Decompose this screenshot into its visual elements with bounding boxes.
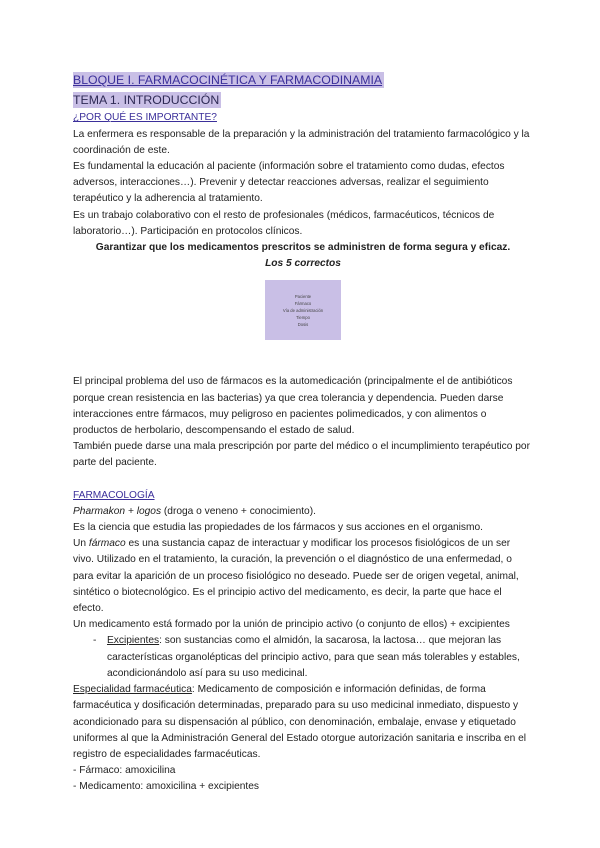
guarantee-statement: Garantizar que los medicamentos prescritos se administren de forma segura y eficaz. [95, 242, 511, 254]
five-rights-item: Dosis [297, 321, 309, 327]
paragraph: Es la ciencia que estudia las propiedades de los fármacos y sus acciones en el organismo. [73, 522, 483, 534]
paragraph: El principal problema del uso de fármacos es la automedicación (principalmente el de antibióticos porque crean resistencia en las bacterias) ya que crea tolerancia y dependencia. Pueden darse interacciones entre fármacos, muy peligroso en pacientes polimedicados, y con alimentos o productos de herbolario, descompensando el estado de salud. [73, 376, 513, 437]
example-medicine: - Medicamento: amoxicilina + excipientes [73, 781, 260, 793]
paragraph [73, 536, 533, 617]
list-item [93, 633, 533, 682]
document-page [73, 70, 533, 796]
five-rights-item: Fármaco [294, 300, 312, 306]
five-rights-item: Vía de administración [282, 307, 324, 313]
text-run: es una sustancia capaz de interactuar y modificar los procesos fisiológicos de un ser vivo. Utilizado en el tratamiento, la curación, la prevención o el diagnóstico de una enfermedad, o para evitar la aparición de un proceso fisiológico no deseado. Puede ser de origen vegetal, animal, sintético o biotecnológico. Es el principio activo del medicamento, es decir, la parte que hace el efecto. [73, 538, 519, 615]
five-rights-box [265, 280, 341, 340]
etymology-meaning: (droga o veneno + conocimiento). [161, 505, 316, 517]
paragraph: La enfermera es responsable de la preparación y la administración del tratamiento farmacológico y la coordinación de este. [73, 128, 530, 156]
paragraph: Un medicamento está formado por la unión de principio activo (o conjunto de ellos) + excipientes [73, 619, 510, 631]
specialty-definition: : Medicamento de composición e información definidas, de forma farmacéutica y dosificación determinadas, preparado para su uso medicinal inmediato, dispuesto y acondicionado para su dispensación al público, con denominación, embalaje, envase y etiquetado uniformes al que la Administración General del Estado otorgue autorización sanitaria e inscriba en el registro de especialidades farmacéuticas. [73, 684, 527, 760]
section-heading-why: ¿POR QUÉ ES IMPORTANTE? [73, 112, 217, 124]
text-run: Un [73, 538, 89, 550]
five-rights-title: Los 5 correctos [265, 258, 341, 270]
specialty-term: Especialidad farmacéutica [73, 684, 192, 696]
etymology [73, 504, 533, 520]
drug-term: fármaco [88, 538, 126, 550]
example-drug: - Fármaco: amoxicilina [73, 765, 176, 777]
etymology-term: Pharmakon + logos [73, 505, 162, 517]
excipients-definition: : son sustancias como el almidón, la sacarosa, la lactosa… que mejoran las características organolépticas del principio activo, para que sean más tolerables y estables, acondicionándolo así para su uso medicinal. [107, 635, 520, 679]
paragraph: También puede darse una mala prescripción por parte del médico o el incumplimiento terapéutico por parte del paciente. [73, 441, 530, 469]
paragraph [73, 682, 533, 763]
excipients-list [73, 633, 533, 682]
five-rights-item: Tiempo [296, 314, 310, 320]
section-heading-pharmacology: FARMACOLOGÍA [73, 489, 155, 501]
five-rights-item: Paciente [294, 293, 312, 299]
block-title: BLOQUE I. FARMACOCINÉTICA Y FARMACODINAMIA [73, 73, 383, 87]
paragraph: Es un trabajo colaborativo con el resto de profesionales (médicos, farmacéuticos, técnicos de laboratorio…). Participación en protocolos clínicos. [73, 209, 495, 237]
excipients-term: Excipientes [107, 635, 160, 647]
paragraph: Es fundamental la educación al paciente (información sobre el tratamiento como dudas, efectos adversos, interacciones…). Prevenir y detectar reacciones adversas, realizar el seguimiento terapéutico y la adherencia al tratamiento. [73, 161, 505, 205]
topic-title: TEMA 1. INTRODUCCIÓN [73, 93, 220, 108]
